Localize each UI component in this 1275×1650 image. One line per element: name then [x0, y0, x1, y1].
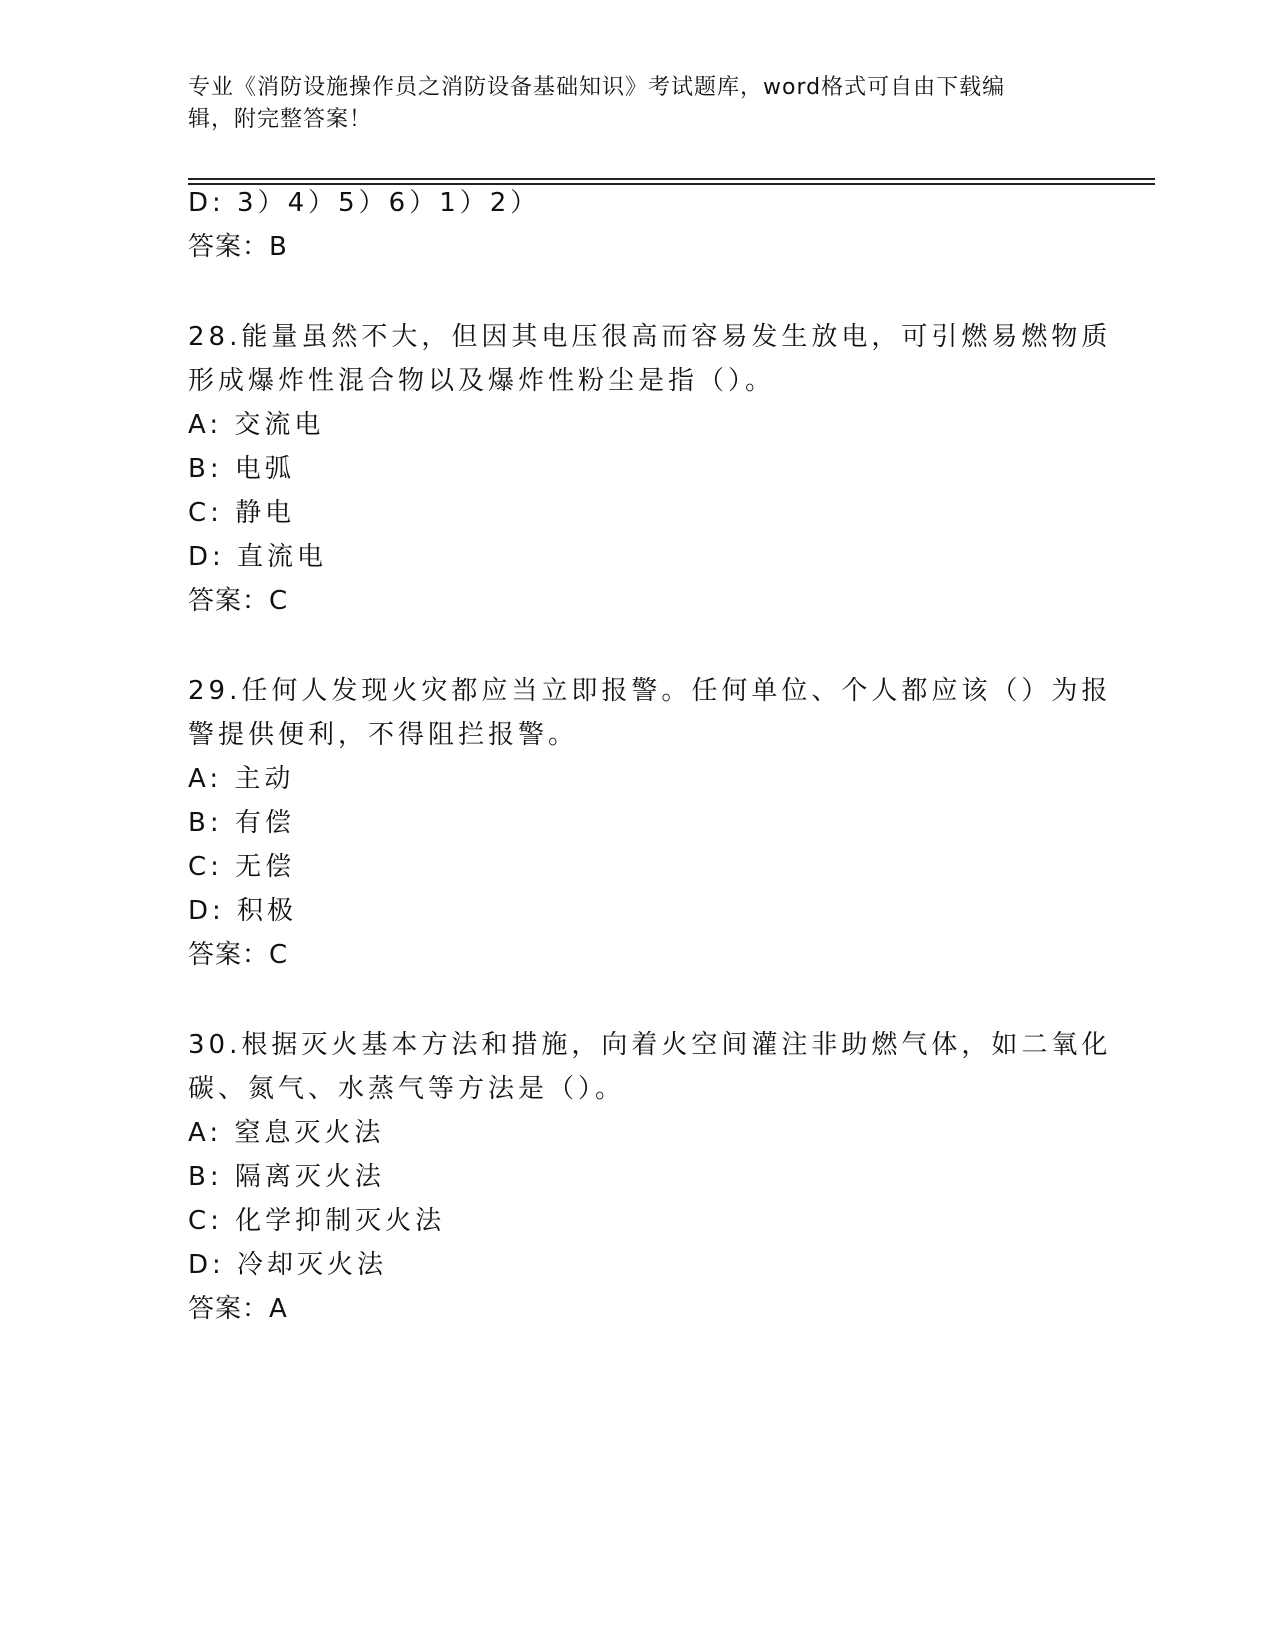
question-text-line-1: 30.根据灭火基本方法和措施，向着火空间灌注非助燃气体，如二氧化 — [188, 1030, 1112, 1060]
header-line-2: 辑，附完整答案！ — [188, 107, 373, 132]
header-line-1: 专业《消防设施操作员之消防设备基础知识》考试题库，word格式可自由下载编 — [188, 75, 1006, 100]
option-c: C: 化学抑制灭火法 — [188, 1206, 446, 1236]
option-d: D: 直流电 — [188, 542, 328, 572]
header-divider-bottom — [188, 183, 1155, 185]
option-a: A: 主动 — [188, 764, 295, 794]
option-b: B: 电弧 — [188, 454, 295, 484]
question-text-line-1: 29.任何人发现火灾都应当立即报警。任何单位、个人都应该（）为报 — [188, 676, 1112, 706]
prev-option-d: D: 3）4）5）6）1）2） — [188, 188, 541, 218]
question-text-line-1: 28.能量虽然不大，但因其电压很高而容易发生放电，可引燃易燃物质 — [188, 322, 1112, 352]
option-c: C: 静电 — [188, 498, 296, 528]
option-a: A: 交流电 — [188, 410, 325, 440]
answer: 答案：A — [188, 1294, 288, 1324]
option-b: B: 隔离灭火法 — [188, 1162, 385, 1192]
header-divider-top — [188, 178, 1155, 180]
option-b: B: 有偿 — [188, 808, 295, 838]
option-d: D: 积极 — [188, 896, 298, 926]
option-d: D: 冷却灭火法 — [188, 1250, 388, 1280]
question-text-line-2: 碳、氮气、水蒸气等方法是（）。 — [188, 1074, 626, 1104]
question-text-line-2: 警提供便利，不得阻拦报警。 — [188, 720, 579, 750]
answer: 答案：C — [188, 586, 289, 616]
option-a: A: 窒息灭火法 — [188, 1118, 385, 1148]
prev-answer: 答案：B — [188, 232, 288, 262]
document-header — [188, 72, 1068, 136]
option-c: C: 无偿 — [188, 852, 296, 882]
answer: 答案：C — [188, 940, 289, 970]
question-text-line-2: 形成爆炸性混合物以及爆炸性粉尘是指（）。 — [188, 366, 776, 396]
